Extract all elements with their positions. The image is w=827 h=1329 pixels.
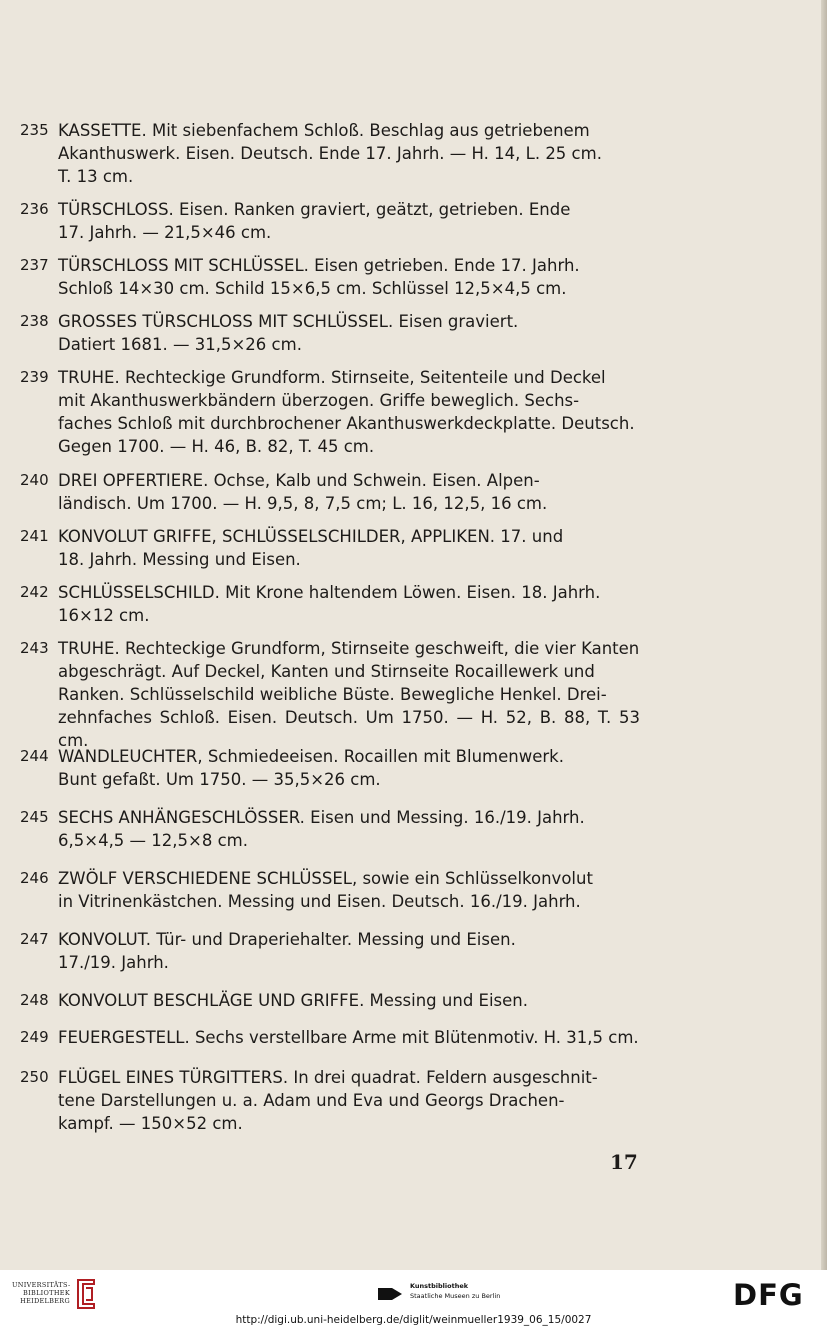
catalog-entry [20, 119, 640, 188]
entry-line: GROSSES TÜRSCHLOSS MIT SCHLÜSSEL. Eisen graviert. [58, 312, 519, 331]
entry-number: 235 [20, 121, 49, 139]
ub-line: UNIVERSITÄTS- [12, 1281, 71, 1289]
entry-line: SCHLÜSSELSCHILD. Mit Krone haltendem Löwen. Eisen. 18. Jahrh. [58, 583, 601, 602]
entry-number: 239 [20, 368, 49, 386]
entry-text [58, 637, 640, 752]
catalog-entry [20, 1026, 640, 1049]
kb-name: Kunstbibliothek [410, 1282, 469, 1290]
entry-line: ländisch. Um 1700. — H. 9,5, 8, 7,5 cm; L. 16, 12,5, 16 cm. [58, 494, 548, 513]
source-url[interactable]: http://digi.ub.uni-heidelberg.de/diglit/weinmueller1939_06_15/0027 [235, 1314, 592, 1326]
entry-text [58, 867, 640, 913]
entry-number: 241 [20, 527, 49, 545]
entry-number: 246 [20, 869, 49, 887]
entry-text [58, 254, 640, 300]
entry-line: in Vitrinenkästchen. Messing und Eisen. Deutsch. 16./19. Jahrh. [58, 892, 581, 911]
page-edge [821, 0, 827, 1270]
entry-number: 250 [20, 1068, 49, 1086]
entry-text [58, 366, 640, 458]
entry-text [58, 525, 640, 571]
entry-line: 18. Jahrh. Messing und Eisen. [58, 550, 301, 569]
catalog-entry [20, 745, 640, 791]
entry-number: 243 [20, 639, 49, 657]
entry-line: KASSETTE. Mit siebenfachem Schloß. Beschlag aus getriebenem [58, 121, 590, 140]
entry-line: KONVOLUT BESCHLÄGE UND GRIFFE. Messing und Eisen. [58, 991, 528, 1010]
entry-line: 17. Jahrh. — 21,5×46 cm. [58, 223, 272, 242]
entry-text [58, 806, 640, 852]
entry-text [58, 928, 640, 974]
kb-sub: Staatliche Museen zu Berlin [410, 1292, 501, 1300]
entry-line: tene Darstellungen u. a. Adam und Eva und Georgs Drachen- [58, 1091, 565, 1110]
entry-text [58, 198, 640, 244]
entry-line: SECHS ANHÄNGESCHLÖSSER. Eisen und Messing. 16./19. Jahrh. [58, 808, 585, 827]
catalog-entry [20, 366, 640, 458]
catalog-entry [20, 254, 640, 300]
catalog-entry [20, 637, 640, 752]
entry-text [58, 989, 640, 1012]
entry-text [58, 119, 640, 188]
entry-line: mit Akanthuswerkbändern überzogen. Griffe beweglich. Sechs- [58, 391, 580, 410]
entry-line: 17./19. Jahrh. [58, 953, 169, 972]
entry-line: kampf. — 150×52 cm. [58, 1114, 243, 1133]
dfg-logo: DFG [733, 1278, 804, 1312]
entry-text [58, 745, 640, 791]
entry-line: faches Schloß mit durchbrochener Akanthuswerkdeckplatte. Deutsch. [58, 414, 635, 433]
entry-number: 238 [20, 312, 49, 330]
entry-text [58, 310, 640, 356]
entry-line: KONVOLUT GRIFFE, SCHLÜSSELSCHILDER, APPLIKEN. 17. und [58, 527, 564, 546]
catalog-entry [20, 1066, 640, 1135]
kunstbibliothek-logo-icon [378, 1284, 402, 1304]
catalog-entry [20, 198, 640, 244]
entry-line: FEUERGESTELL. Sechs verstellbare Arme mit Blütenmotiv. H. 31,5 cm. [58, 1028, 639, 1047]
entry-text [58, 581, 640, 627]
entry-number: 244 [20, 747, 49, 765]
entry-line: Ranken. Schlüsselschild weibliche Büste. Bewegliche Henkel. Drei- [58, 685, 607, 704]
catalog-entry [20, 310, 640, 356]
kunstbibliothek-text [410, 1281, 500, 1301]
ub-heidelberg-logo-icon [74, 1278, 98, 1310]
footer-bar [0, 1270, 827, 1329]
entry-line: TÜRSCHLOSS. Eisen. Ranken graviert, geätzt, getrieben. Ende [58, 200, 571, 219]
entry-line: DREI OPFERTIERE. Ochse, Kalb und Schwein. Eisen. Alpen- [58, 471, 540, 490]
entry-line: 6,5×4,5 — 12,5×8 cm. [58, 831, 248, 850]
entry-number: 237 [20, 256, 49, 274]
entry-line: Datiert 1681. — 31,5×26 cm. [58, 335, 302, 354]
entry-line: KONVOLUT. Tür- und Draperiehalter. Messing und Eisen. [58, 930, 516, 949]
ub-line: HEIDELBERG [20, 1297, 70, 1305]
page-number: 17 [610, 1150, 638, 1174]
catalog-entry [20, 581, 640, 627]
entry-line: 16×12 cm. [58, 606, 150, 625]
entry-line: TRUHE. Rechteckige Grundform, Stirnseite geschweift, die vier Kanten [58, 639, 640, 658]
catalog-entry [20, 989, 640, 1012]
entry-text [58, 469, 640, 515]
entry-line: WANDLEUCHTER, Schmiedeeisen. Rocaillen mit Blumenwerk. [58, 747, 564, 766]
entry-text [58, 1026, 640, 1049]
catalog-entry [20, 469, 640, 515]
entry-line: TÜRSCHLOSS MIT SCHLÜSSEL. Eisen getrieben. Ende 17. Jahrh. [58, 256, 580, 275]
entry-line: Schloß 14×30 cm. Schild 15×6,5 cm. Schlüssel 12,5×4,5 cm. [58, 279, 567, 298]
entry-number: 245 [20, 808, 49, 826]
entry-text [58, 1066, 640, 1135]
catalog-entry [20, 525, 640, 571]
entry-line: abgeschrägt. Auf Deckel, Kanten und Stirnseite Rocaillewerk und [58, 662, 595, 681]
entry-number: 240 [20, 471, 49, 489]
entry-number: 249 [20, 1028, 49, 1046]
catalog-entry [20, 928, 640, 974]
entry-line: T. 13 cm. [58, 167, 134, 186]
entry-line: Bunt gefaßt. Um 1750. — 35,5×26 cm. [58, 770, 381, 789]
entry-line: Gegen 1700. — H. 46, B. 82, T. 45 cm. [58, 437, 375, 456]
entry-line: ZWÖLF VERSCHIEDENE SCHLÜSSEL, sowie ein Schlüsselkonvolut [58, 869, 593, 888]
entry-line: TRUHE. Rechteckige Grundform. Stirnseite, Seitenteile und Deckel [58, 368, 606, 387]
entry-number: 247 [20, 930, 49, 948]
catalog-entry [20, 806, 640, 852]
catalog-entry [20, 867, 640, 913]
ub-heidelberg-text [12, 1281, 70, 1305]
entry-line: FLÜGEL EINES TÜRGITTERS. In drei quadrat. Feldern ausgeschnit- [58, 1068, 598, 1087]
entry-line: Akanthuswerk. Eisen. Deutsch. Ende 17. Jahrh. — H. 14, L. 25 cm. [58, 144, 602, 163]
ub-line: BIBLIOTHEK [23, 1289, 70, 1297]
entry-number: 242 [20, 583, 49, 601]
entry-number: 248 [20, 991, 49, 1009]
entry-number: 236 [20, 200, 49, 218]
entry-line: zehnfaches Schloß. Eisen. Deutsch. Um 1750. — H. 52, B. 88, T. 53 cm. [58, 708, 640, 750]
